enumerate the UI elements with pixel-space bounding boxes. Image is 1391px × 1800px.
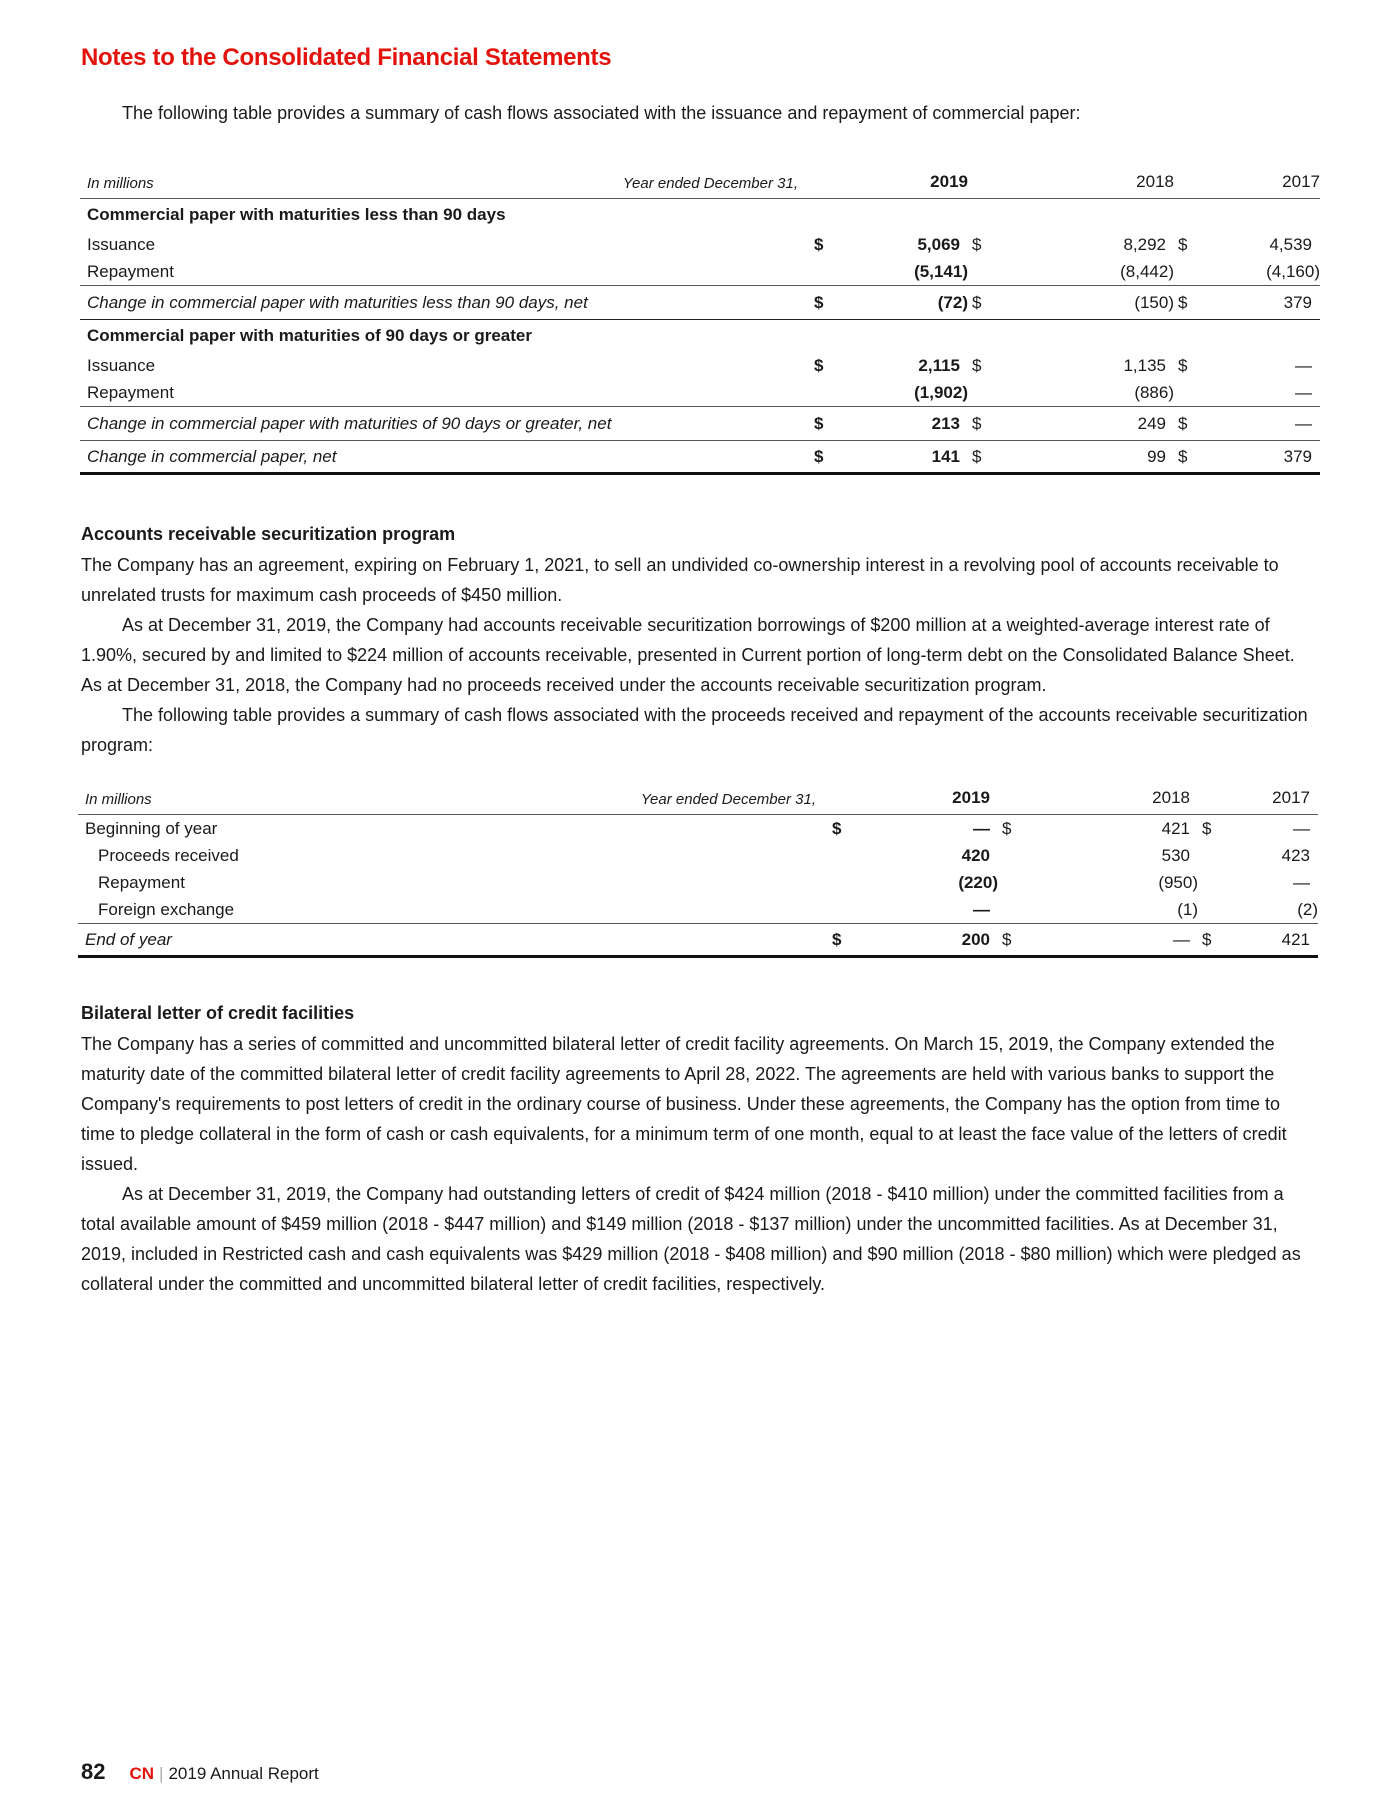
group-heading-row (80, 199, 1320, 232)
page-footer (81, 1759, 319, 1785)
footer-separator: | (159, 1764, 164, 1783)
year-header-2017: 2017 (1234, 162, 1320, 199)
currency-symbol (1174, 379, 1234, 407)
currency-symbol: $ (998, 924, 1058, 957)
currency-symbol (828, 869, 888, 896)
table-row (80, 258, 1320, 286)
page-title: Notes to the Consolidated Financial Statements (81, 44, 612, 71)
currency-symbol: $ (968, 286, 1028, 320)
table-row (78, 842, 1318, 869)
value-2019: — (973, 818, 990, 838)
value-2018: (150) (1028, 286, 1174, 320)
period-label: Year ended December 31, (640, 791, 816, 808)
value-2017: 4,539 (1269, 234, 1312, 254)
total-row (78, 924, 1318, 957)
subtotal-row (80, 286, 1320, 320)
currency-symbol (968, 379, 1028, 407)
table-row (80, 352, 1320, 379)
unit-label (78, 778, 828, 815)
currency-symbol: $ (972, 355, 982, 375)
currency-symbol: $ (1174, 286, 1234, 320)
page-number: 82 (81, 1759, 106, 1784)
total-row (80, 441, 1320, 474)
value-2019: 420 (961, 845, 990, 865)
currency-symbol: $ (814, 355, 824, 375)
value-2018: — (1058, 924, 1198, 957)
row-label: Repayment (87, 261, 174, 281)
ar-securitization-table (78, 778, 1318, 958)
value-2018: 8,292 (1123, 234, 1166, 254)
currency-symbol (968, 258, 1028, 286)
group-heading-row (80, 320, 1320, 353)
currency-symbol: $ (1002, 818, 1012, 838)
commercial-paper-table (80, 162, 1320, 475)
row-label: End of year (78, 924, 828, 957)
row-label: Change in commercial paper, net (80, 441, 810, 474)
table-row (78, 869, 1318, 896)
value-2018: 421 (1161, 818, 1190, 838)
currency-symbol (1198, 896, 1248, 924)
brand-logo-text: CN (129, 1764, 155, 1783)
value-2017: — (1293, 872, 1310, 892)
value-2017: — (1295, 382, 1312, 402)
currency-symbol (1198, 842, 1248, 869)
value-2019: (5,141) (914, 261, 968, 281)
currency-symbol (810, 258, 870, 286)
value-2019: (1,902) (914, 382, 968, 402)
currency-symbol (828, 896, 888, 924)
value-2017: — (1295, 355, 1312, 375)
row-label: Change in commercial paper with maturities of 90 days or greater, net (80, 407, 810, 441)
unit-label-text: In millions (85, 791, 152, 808)
value-2019: 141 (870, 441, 968, 474)
table-row (78, 815, 1318, 843)
currency-symbol (998, 896, 1058, 924)
value-2018: 249 (1028, 407, 1174, 441)
currency-symbol: $ (810, 441, 870, 474)
table-row (80, 231, 1320, 258)
currency-symbol: $ (968, 407, 1028, 441)
value-2019: 5,069 (917, 234, 960, 254)
value-2018: 530 (1161, 845, 1190, 865)
loc-section-heading: Bilateral letter of credit facilities (81, 1003, 355, 1023)
row-label: Foreign exchange (98, 899, 235, 919)
loc-paragraph-2: As at December 31, 2019, the Company had outstanding letters of credit of $424 million (2018 - $410 million) under the committed facilities from a total available amount of $459 million (2018 - $447 million) and $149 million (2018 - $137 million) under the uncommitted facilities. As at December 31, 2019, included in Restricted cash and cash equivalents was $429 million (2018 - $408 million) and $90 million (2018 - $80 million) which were pledged as collateral under the committed and uncommitted bilateral letter of credit facilities, respectively. (81, 1184, 1301, 1294)
row-label: Issuance (87, 234, 156, 254)
ar-paragraph-1: The Company has an agreement, expiring on February 1, 2021, to sell an undivided co-ownership interest in a revolving pool of accounts receivable to unrelated trusts for maximum cash proceeds of $450 million. (81, 555, 1279, 605)
value-2017: 421 (1248, 924, 1318, 957)
intro-paragraph (81, 98, 1311, 128)
value-2017: — (1234, 407, 1320, 441)
value-2017: (4,160) (1266, 261, 1320, 281)
value-2019: 213 (870, 407, 968, 441)
year-header-2018: 2018 (1058, 778, 1198, 815)
currency-symbol: $ (1202, 818, 1212, 838)
table-header-row (80, 162, 1320, 199)
currency-symbol (810, 379, 870, 407)
report-title: 2019 Annual Report (168, 1764, 319, 1783)
currency-symbol: $ (1198, 924, 1248, 957)
value-2018: (8,442) (1120, 261, 1174, 281)
row-label: Repayment (87, 382, 174, 402)
year-header-2019: 2019 (870, 162, 968, 199)
unit-label-text: In millions (87, 175, 154, 192)
value-2017: — (1293, 818, 1310, 838)
currency-symbol (998, 842, 1058, 869)
currency-symbol (828, 842, 888, 869)
value-2019: 200 (888, 924, 998, 957)
currency-symbol: $ (810, 407, 870, 441)
value-2017: (2) (1297, 899, 1318, 919)
row-label: Change in commercial paper with maturities less than 90 days, net (80, 286, 810, 320)
loc-section-body (81, 1029, 1311, 1299)
value-2018: 1,135 (1123, 355, 1166, 375)
loc-paragraph-1: The Company has a series of committed and uncommitted bilateral letter of credit facility agreements. On March 15, 2019, the Company extended the maturity date of the committed bilateral letter of credit facility agreements to April 28, 2022. The agreements are held with various banks to support the Company's requirements to post letters of credit in the ordinary course of business. Under these agreements, the Company has the option from time to time to pledge collateral in the form of cash or cash equivalents, for a minimum term of one month, equal to at least the face value of the letters of credit issued. (81, 1034, 1287, 1174)
currency-symbol: $ (810, 286, 870, 320)
group-heading: Commercial paper with maturities less than 90 days (87, 205, 506, 224)
value-2018: 99 (1028, 441, 1174, 474)
value-2017: 379 (1234, 286, 1320, 320)
value-2017: 423 (1281, 845, 1310, 865)
row-label: Issuance (87, 355, 156, 375)
value-2018: (950) (1158, 872, 1198, 892)
currency-symbol: $ (832, 818, 842, 838)
currency-symbol: $ (972, 234, 982, 254)
currency-symbol: $ (1174, 407, 1234, 441)
row-label: Proceeds received (98, 845, 239, 865)
currency-symbol (1198, 869, 1248, 896)
currency-symbol: $ (1178, 355, 1188, 375)
currency-symbol: $ (814, 234, 824, 254)
table-header-row (78, 778, 1318, 815)
currency-symbol: $ (828, 924, 888, 957)
value-2019: — (973, 899, 990, 919)
table-row (78, 896, 1318, 924)
currency-symbol: $ (968, 441, 1028, 474)
value-2019: (72) (870, 286, 968, 320)
currency-symbol (1174, 258, 1234, 286)
period-label: Year ended December 31, (622, 175, 798, 192)
ar-paragraph-3: The following table provides a summary of cash flows associated with the proceeds received and repayment of the accounts receivable securitization program: (81, 705, 1308, 755)
unit-label (80, 162, 810, 199)
value-2017: 379 (1234, 441, 1320, 474)
currency-symbol: $ (1178, 234, 1188, 254)
ar-section-body (81, 550, 1311, 760)
ar-paragraph-2: As at December 31, 2019, the Company had accounts receivable securitization borrowings of $200 million at a weighted-average interest rate of 1.90%, secured by and limited to $224 million of accounts receivable, presented in Current portion of long-term debt on the Consolidated Balance Sheet. As at December 31, 2018, the Company had no proceeds received under the accounts receivable securitization program. (81, 615, 1295, 695)
table-row (80, 379, 1320, 407)
row-label: Repayment (98, 872, 185, 892)
year-header-2018: 2018 (1028, 162, 1174, 199)
value-2019: (220) (958, 872, 998, 892)
subtotal-row (80, 407, 1320, 441)
group-heading: Commercial paper with maturities of 90 days or greater (87, 326, 532, 345)
value-2018: (1) (1177, 899, 1198, 919)
intro-text: The following table provides a summary of cash flows associated with the issuance and repayment of commercial paper: (122, 103, 1081, 123)
year-header-2017: 2017 (1248, 778, 1318, 815)
row-label: Beginning of year (85, 818, 218, 838)
value-2018: (886) (1134, 382, 1174, 402)
value-2019: 2,115 (918, 355, 960, 375)
currency-symbol: $ (1174, 441, 1234, 474)
ar-section-heading: Accounts receivable securitization program (81, 524, 456, 544)
year-header-2019: 2019 (888, 778, 998, 815)
currency-symbol (998, 869, 1058, 896)
